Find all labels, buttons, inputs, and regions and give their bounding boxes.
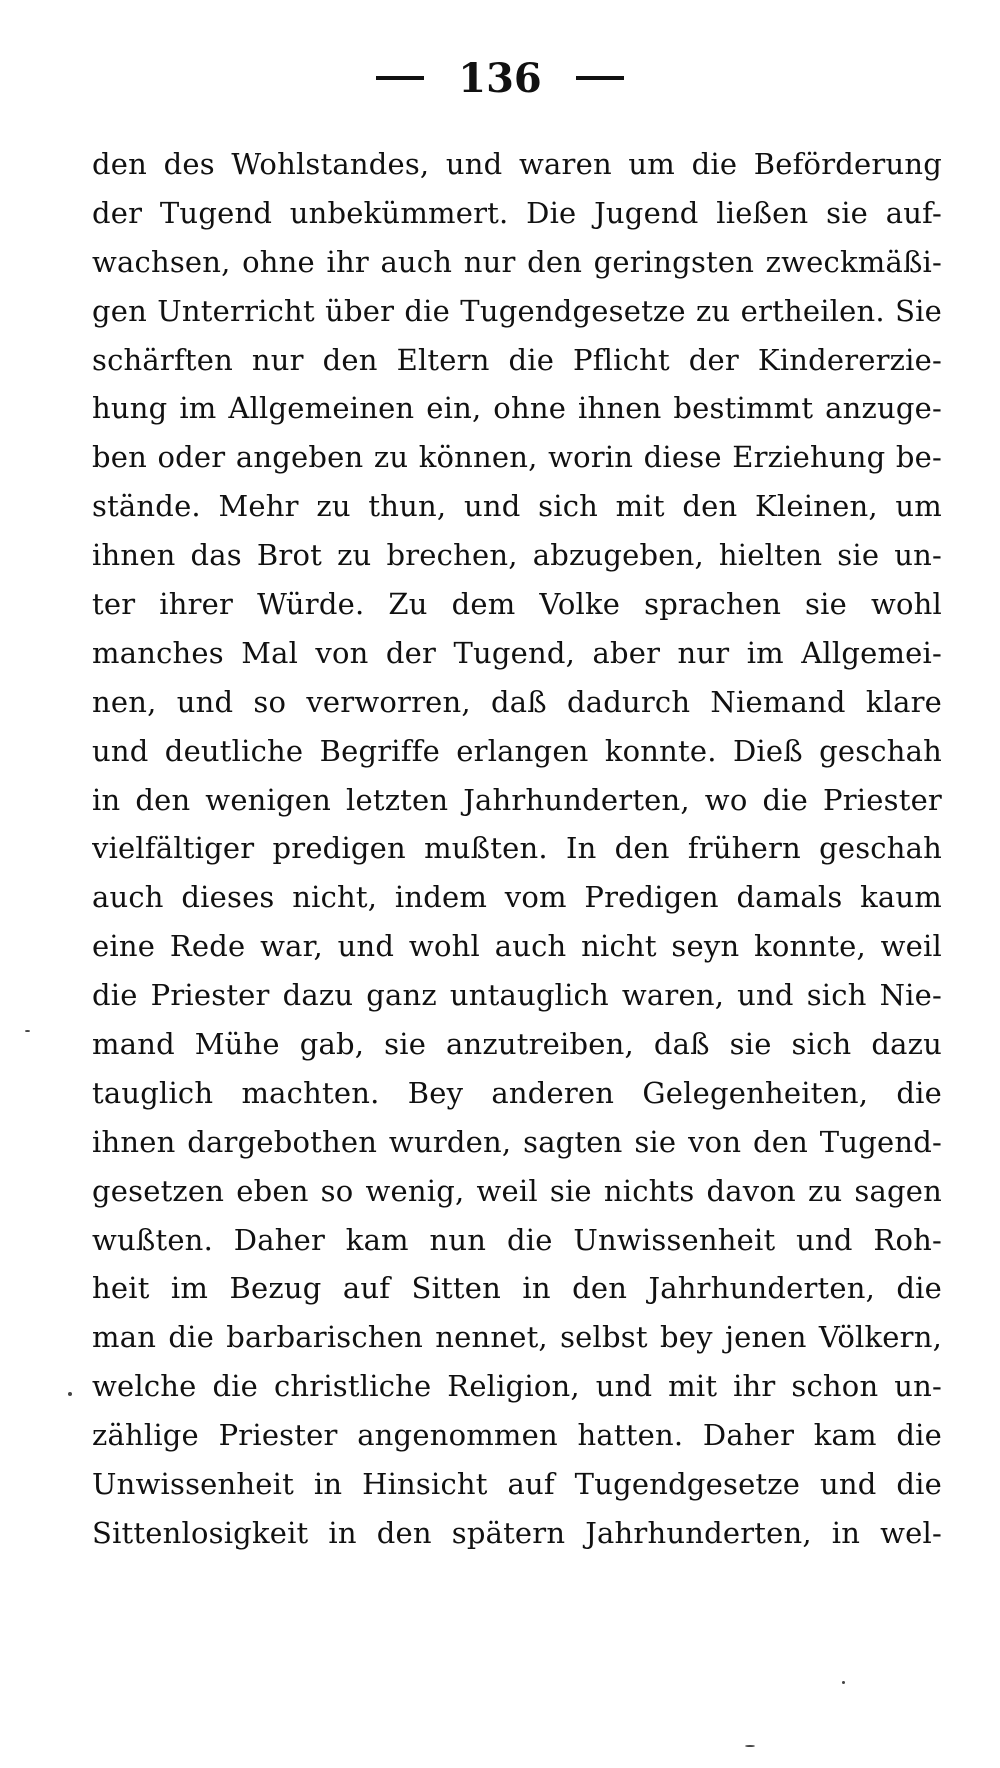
text-line: heit im Bezug auf Sitten in den Jahrhunderten, die: [92, 1271, 942, 1306]
body-text: [92, 140, 942, 1558]
text-line: Unwissenheit in Hinsicht auf Tugendgesetze und die: [92, 1467, 942, 1502]
text-line: schärften nur den Eltern die Pflicht der Kindererzie-: [92, 342, 942, 377]
text-line: gen Unterricht über die Tugendgesetze zu ertheilen. Sie: [92, 293, 942, 328]
text-line: zählige Priester angenommen hatten. Daher kam die: [92, 1418, 942, 1453]
text-line: der Tugend unbekümmert. Die Jugend ließen sie auf-: [92, 195, 942, 230]
text-line: man die barbarischen nennet, selbst bey jenen Völkern,: [92, 1320, 942, 1355]
text-line: wußten. Daher kam nun die Unwissenheit und Roh-: [92, 1222, 942, 1257]
text-line: wachsen, ohne ihr auch nur den geringsten zweckmäßi-: [92, 244, 942, 279]
scan-speck: [68, 1392, 72, 1396]
text-line: ter ihrer Würde. Zu dem Volke sprachen sie wohl: [92, 587, 942, 622]
text-line: ihnen das Brot zu brechen, abzugeben, hielten sie un-: [92, 538, 942, 573]
text-line: mand Mühe gab, sie anzutreiben, daß sie sich dazu: [92, 1027, 942, 1062]
text-line: Sittenlosigkeit in den spätern Jahrhunderten, in wel-: [92, 1515, 942, 1550]
scan-speck: [745, 1745, 755, 1747]
text-line: auch dieses nicht, indem vom Predigen damals kaum: [92, 880, 942, 915]
text-line: tauglich machten. Bey anderen Gelegenheiten, die: [92, 1075, 942, 1110]
text-line: und deutliche Begriffe erlangen konnte. Dieß geschah: [92, 733, 942, 768]
text-line: in den wenigen letzten Jahrhunderten, wo die Priester: [92, 782, 942, 817]
text-line: nen, und so verworren, daß dadurch Niemand klare: [92, 684, 942, 719]
page-header: [0, 48, 1000, 108]
text-line: stände. Mehr zu thun, und sich mit den Kleinen, um: [92, 489, 942, 524]
text-line: ben oder angeben zu können, worin diese Erziehung be-: [92, 440, 942, 475]
page-number: 136: [458, 54, 542, 102]
text-line: ihnen dargebothen wurden, sagten sie von den Tugend-: [92, 1124, 942, 1159]
text-line: welche die christliche Religion, und mit ihr schon un-: [92, 1369, 942, 1404]
text-line: hung im Allgemeinen ein, ohne ihnen bestimmt anzuge-: [92, 391, 942, 426]
text-line: eine Rede war, und wohl auch nicht seyn konnte, weil: [92, 929, 942, 964]
text-line: manches Mal von der Tugend, aber nur im Allgemei-: [92, 635, 942, 670]
header-dash-left: [376, 76, 424, 80]
text-line: gesetzen eben so wenig, weil sie nichts davon zu sagen: [92, 1173, 942, 1208]
header-dash-right: [576, 76, 624, 80]
scan-speck: [842, 1681, 845, 1684]
text-line: vielfältiger predigen mußten. In den frühern geschah: [92, 831, 942, 866]
text-line: den des Wohlstandes, und waren um die Beförderung: [92, 147, 942, 181]
scan-speck: [25, 1030, 30, 1032]
text-line: die Priester dazu ganz untauglich waren, und sich Nie-: [92, 978, 942, 1013]
